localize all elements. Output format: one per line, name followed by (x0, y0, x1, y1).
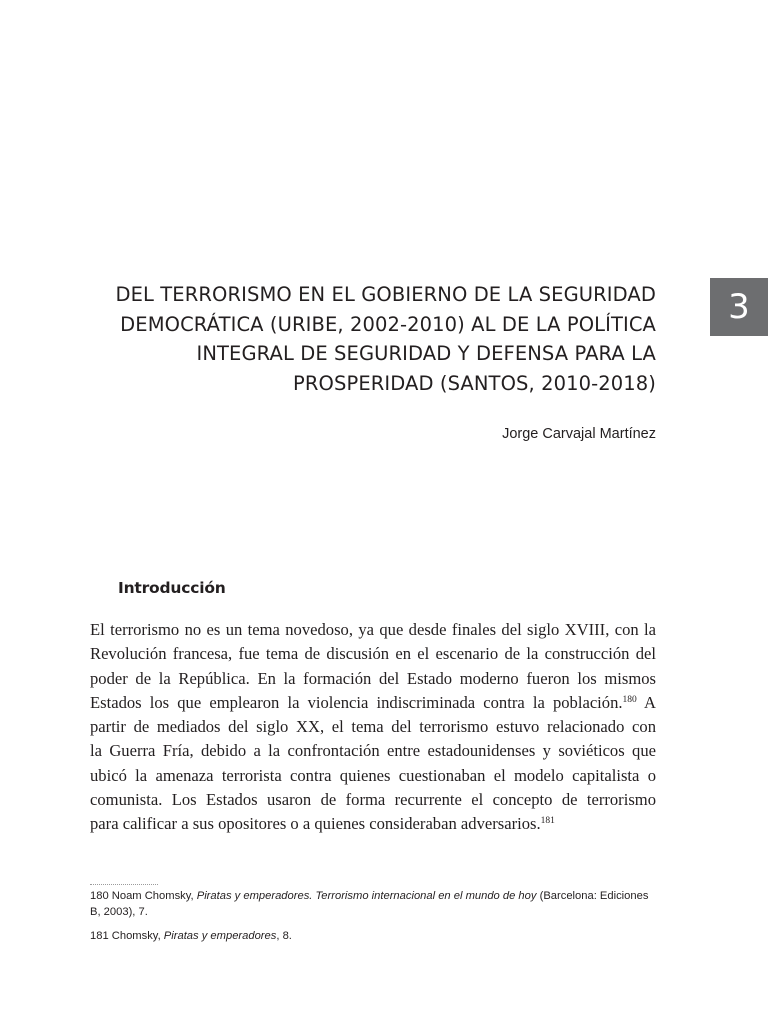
chapter-title-line: INTEGRAL DE SEGURIDAD Y DEFENSA PARA LA (196, 342, 656, 365)
body-line: la Guerra Fría, debido a la confrontación entre estadounidenses y soviéticos que (90, 741, 656, 761)
body-line: El terrorismo no es un tema novedoso, ya que desde finales del siglo XVIII, con la (90, 620, 656, 639)
body-line-text: Estados los que emplearon la violencia indiscriminada contra la población. (90, 692, 623, 712)
footnote-ref-181[interactable]: 181 (540, 816, 555, 827)
footnote-text: 180 Noam Chomsky, (90, 890, 197, 902)
chapter-title-line: PROSPERIDAD (SANTOS, 2010-2018) (293, 371, 656, 395)
footnote-text: 181 Chomsky, (90, 930, 164, 942)
footnote-separator (90, 884, 158, 885)
footnote-ref-180[interactable]: 180 (622, 694, 637, 705)
footnote-181 (90, 928, 656, 944)
body-line-text: para calificar a sus opositores o a quienes consideraban adversarios. (90, 814, 541, 834)
body-paragraph (90, 618, 656, 837)
body-line: comunista. Los Estados usaron de forma recurrente el concepto de terrorismo (90, 790, 656, 810)
body-line: Revolución francesa, fue tema de discusión en el escenario de la construcción del (90, 644, 656, 664)
chapter-title-line: DEMOCRÁTICA (URIBE, 2002-2010) AL DE LA POLÍTICA (120, 312, 656, 336)
section-heading: Introducción (118, 579, 226, 597)
body-line-tail: A (636, 692, 656, 712)
chapter-title-line: DEL TERRORISMO EN EL GOBIERNO DE LA SEGURIDAD (115, 283, 656, 306)
body-line: partir de mediados del siglo XX, el tema del terrorismo estuvo relacionado con (90, 717, 656, 737)
footnote-book-title: Piratas y emperadores. Terrorismo internacional en el mundo de hoy (196, 890, 537, 902)
body-line: ubicó la amenaza terrorista contra quienes cuestionaban el modelo capitalista o (90, 765, 656, 785)
footnote-180 (90, 888, 656, 920)
chapter-number-tab: 3 (710, 278, 768, 336)
footnote-text: (Barcelona: Ediciones B, 2003), 7. (90, 890, 649, 918)
chapter-title (56, 280, 656, 398)
author-name: Jorge Carvajal Martínez (502, 426, 656, 442)
footnote-book-title: Piratas y emperadores (163, 930, 277, 942)
body-line: poder de la República. En la formación del Estado moderno fueron los mismos (90, 668, 656, 688)
footnote-text: , 8. (276, 930, 292, 942)
body-line (90, 812, 656, 836)
body-line (90, 691, 656, 715)
